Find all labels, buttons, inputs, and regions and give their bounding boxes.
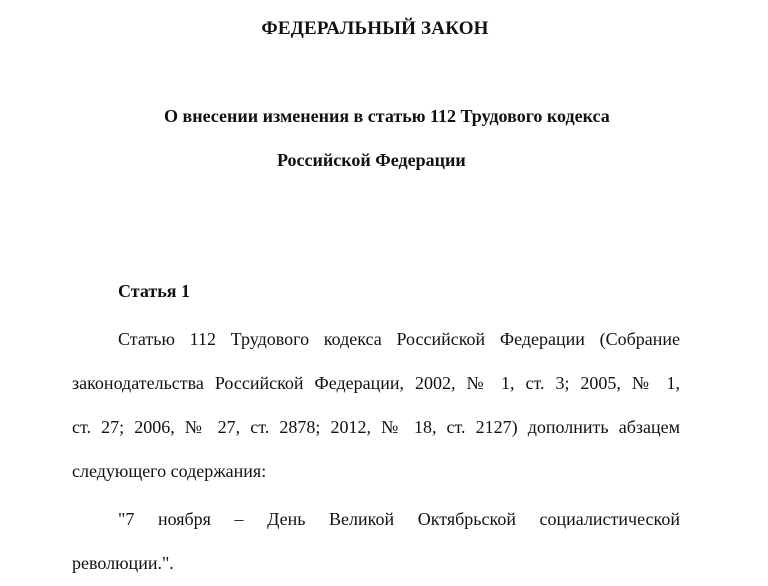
paragraph-2-line-2: революции.". [72, 553, 174, 573]
paragraph-1-line-1: Статью 112 Трудового кодекса Российской Федерации (Собрание [118, 329, 680, 349]
paragraph-1-line-2: законодательства Российской Федерации, 2002, № 1, ст. 3; 2005, № 1, [72, 373, 680, 393]
law-subtitle-line-1: О внесении изменения в статью 112 Трудового кодекса [164, 106, 610, 126]
law-title: ФЕДЕРАЛЬНЫЙ ЗАКОН [261, 18, 489, 39]
paragraph-2-line-1: "7 ноября – День Великой Октябрьской социалистической [118, 509, 680, 529]
paragraph-1-line-3: ст. 27; 2006, № 27, ст. 2878; 2012, № 18, ст. 2127) дополнить абзацем [72, 417, 680, 437]
paragraph-1-line-4: следующего содержания: [72, 461, 267, 481]
law-subtitle-line-2: Российской Федерации [277, 150, 466, 170]
article-heading: Статья 1 [118, 281, 190, 301]
